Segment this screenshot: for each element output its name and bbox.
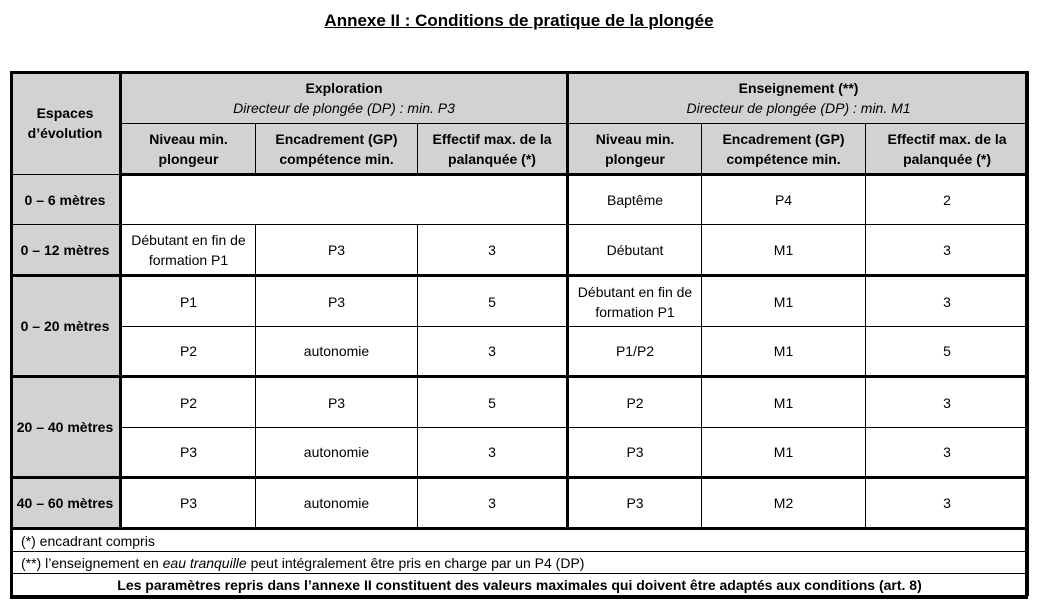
table-cell: 5 [866,327,1029,377]
table-cell: Baptême [568,175,702,225]
page-title: Annexe II : Conditions de pratique de la plongée [324,11,714,30]
dive-conditions-table [10,71,1029,596]
table-cell: 3 [866,478,1029,529]
table-cell: 3 [866,225,1029,276]
row-header-cell [11,72,121,175]
table-cell: P3 [568,478,702,529]
table-cell: 3 [418,428,568,478]
table-cell: 3 [866,276,1029,327]
enseignement-header [568,72,1029,124]
table-cell: 2 [866,175,1029,225]
table-cell: autonomie [256,478,418,529]
table-cell: M1 [702,225,866,276]
table-cell: P3 [121,428,256,478]
table-cell: 3 [418,478,568,529]
zone-cell: 0 – 12 mètres [11,225,121,276]
table-cell: 3 [418,225,568,276]
table-cell: P1/P2 [568,327,702,377]
table-cell: M1 [702,276,866,327]
footnote-2-prefix: (**) l’enseignement en [21,554,163,571]
table-cell: M1 [702,377,866,428]
exp-col-niveau: Niveau min. plongeur [121,124,256,175]
table-cell: autonomie [256,428,418,478]
ens-col-encadrement: Encadrement (GP) compétence min. [702,124,866,175]
table-cell: 5 [418,377,568,428]
table-cell: autonomie [256,327,418,377]
exp-col-effectif: Effectif max. de la palanquée (*) [418,124,568,175]
ens-col-effectif: Effectif max. de la palanquée (*) [866,124,1029,175]
zone-cell: 0 – 20 mètres [11,276,121,377]
footnote-2-suffix: peut intégralement être pris en charge par un P4 (DP) [246,554,585,571]
table-cell: P2 [121,327,256,377]
exploration-header [121,72,568,124]
table-cell: P1 [121,276,256,327]
table-cell: P3 [256,225,418,276]
zone-cell: 40 – 60 mètres [11,478,121,529]
enseignement-title: Enseignement (**) [738,79,859,96]
table-cell: 3 [866,428,1029,478]
table-cell: P3 [256,377,418,428]
table-cell: 5 [418,276,568,327]
exploration-title: Exploration [305,79,383,96]
table-cell: M2 [702,478,866,529]
table-cell: Débutant en fin de formation P1 [568,276,702,327]
zone-cell: 20 – 40 mètres [11,377,121,478]
table-cell: Débutant [568,225,702,276]
ens-col-niveau: Niveau min. plongeur [568,124,702,175]
footnote-2-italic: eau tranquille [162,554,247,571]
table-cell: P3 [256,276,418,327]
table-cell: 3 [418,327,568,377]
zone-cell: 0 – 6 mètres [11,175,121,225]
enseignement-subtitle: Directeur de plongée (DP) : min. M1 [686,99,911,116]
footnote-1: (*) encadrant compris [11,529,1029,552]
footnote-3: Les paramètres repris dans l’annexe II constituent des valeurs maximales qui doivent être adaptés aux conditions (art. 8) [11,574,1029,596]
exp-empty-cell [121,175,568,225]
footnote-2 [11,552,1029,574]
table-cell: P3 [121,478,256,529]
table-cell: 3 [866,377,1029,428]
row-header-label: Espaces d’évolution [27,105,103,141]
table-cell: P2 [121,377,256,428]
table-cell: P3 [568,428,702,478]
table-cell: P4 [702,175,866,225]
exp-col-encadrement: Encadrement (GP) compétence min. [256,124,418,175]
table-cell: M1 [702,428,866,478]
table-cell: M1 [702,327,866,377]
exploration-subtitle: Directeur de plongée (DP) : min. P3 [233,99,455,116]
table-cell: Débutant en fin de formation P1 [121,225,256,276]
table-cell: P2 [568,377,702,428]
